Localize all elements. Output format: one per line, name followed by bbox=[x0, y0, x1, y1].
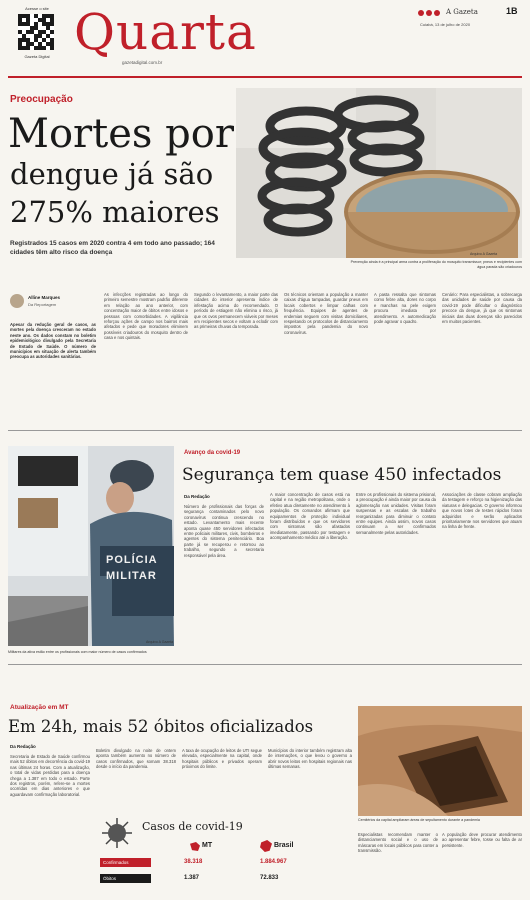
deaths-br-value: 72.833 bbox=[260, 875, 279, 881]
lead-caption: Prevenção ainda é a principal arma contra a proliferação do mosquito transmissor; pneus e recipientes com água parada são criadouros bbox=[350, 260, 522, 269]
tires-illustration bbox=[236, 88, 522, 258]
vest-text-line-2: MILITAR bbox=[106, 570, 157, 582]
virus-icon bbox=[100, 816, 134, 850]
lead-photo bbox=[236, 88, 522, 258]
lead-headline-2: dengue já são bbox=[10, 157, 214, 191]
deaths-label: Óbitos bbox=[100, 874, 151, 883]
confirmed-br-value: 1.884.967 bbox=[260, 859, 287, 865]
deaths-headline: Em 24h, mais 52 óbitos oficializados bbox=[8, 717, 314, 736]
deaths-kicker: Atualização em MT bbox=[10, 704, 69, 711]
deaths-caption: Cemitérios da capital ampliaram áreas de sepultamento durante a pandemia bbox=[358, 818, 480, 822]
police-body-col-3: Entre os profissionais do sistema prisional, a preocupação é ainda maior por causa da aglomeração nas unidades. Visitas foram suspensas e as escalas de trabalho reorganizadas para diminuir o contato entre equipes. Ainda assim, novos casos continuam a ser confirmados semanalmente pelas autoridades. bbox=[356, 492, 436, 535]
masthead-rule bbox=[8, 76, 522, 78]
lead-headline-1: Mortes por bbox=[8, 111, 234, 157]
deaths-body-col-4: Municípios do interior também registram alta de internações, o que levou o governo a abrir novos leitos em hospitais regionais nas últimas semanas. bbox=[268, 748, 352, 770]
qr-module bbox=[50, 46, 54, 50]
police-byline: Da Redação bbox=[184, 494, 210, 499]
cases-infobox bbox=[96, 812, 352, 898]
lead-photo-credit: Arquivo A Gazeta bbox=[470, 252, 498, 256]
cemetery-illustration bbox=[358, 706, 522, 816]
lead-kicker: Preocupação bbox=[10, 94, 73, 105]
brazil-label: Brasil bbox=[274, 842, 294, 849]
brand-dots-icon bbox=[418, 10, 442, 17]
mt-label: MT bbox=[202, 842, 213, 849]
brand-name: A Gazeta bbox=[446, 8, 478, 16]
deaths-body-col-3: A taxa de ocupação de leitos de UTI segue elevada, especialmente na capital, onde hospitais públicos e privados operam próximos do limite. bbox=[182, 748, 262, 770]
qr-bottom-label: Gazeta Digital bbox=[24, 54, 50, 59]
vest-text-line-1: POLÍCIA bbox=[106, 554, 158, 566]
police-caption: Militares da ativa estão entre os profissionais com maior número de casos confirmados bbox=[8, 650, 147, 654]
lead-body-col-5: A pasta ressalta que sintomas como febre alta, dores no corpo e manchas na pele exigem procura imediata por atendimento. A automedicação pode agravar o quadro. bbox=[374, 292, 436, 325]
police-body-col-2: A maior concentração de casos está na capital e na região metropolitana, onde o efetivo atua diretamente no atendimento à população. Os comandos afirmam que equipamentos de proteção individual foram distribuídos e que os servidores com sintomas são afastados imediatamente, passando por testagem e acompanhamento médico até a liberação. bbox=[270, 492, 350, 541]
lead-headline-3: 275% maiores bbox=[10, 195, 220, 229]
masthead-subline[interactable]: gazetadigital.com.br bbox=[122, 60, 163, 65]
qr-top-label: Acesse o site bbox=[25, 6, 49, 11]
deaths-body-col-5: Especialistas recomendam manter o distanciamento social e o uso de máscaras em locais públicos para conter a transmissão. bbox=[358, 832, 438, 854]
deaths-body-col-1: Secretaria de Estado de Saúde confirmou mais 52 óbitos em decorrência da covid-19 nas últimas 24 horas. Com a atualização, o total de vidas perdidas para a doença chega a 1.387 em todo o estado. Parte dos registros, porém, refere-se a mortes ocorridas em dias anteriores e que aguardavam confirmação laboratorial. bbox=[10, 754, 90, 797]
police-body-col-1: Número de profissionais das forças de segurança contaminados pelo novo coronavírus continua crescendo no estado. Levantamento mais recente aponta quase 450 servidores infectados entre policiais militares, civis, bombeiros e agentes do sistema penitenciário. Boa parte já se recuperou e retornou ao trabalho, segundo a secretaria responsável pela área. bbox=[184, 504, 264, 558]
edition-date: Cuiabá, 13 de julho de 2020 bbox=[420, 22, 471, 27]
police-body-col-4: Associações de classe cobram ampliação da testagem e reforço na higienização das viaturas e delegacias. O governo informou que novos lotes de testes rápidos foram adquiridos e serão aplicados prioritariamente nos servidores que atuam na linha de frente. bbox=[442, 492, 522, 530]
police-kicker: Avanço da covid-19 bbox=[184, 450, 241, 456]
deaths-body-col-2: Boletim divulgado na noite de ontem aponta também aumento no número de casos confirmados, que somam 38.318 desde o início da pandemia. bbox=[96, 748, 176, 770]
section-title: Quarta bbox=[74, 3, 257, 61]
lead-deck: Registrados 15 casos em 2020 contra 4 em todo ano passado; 164 cidades têm alto risco da doença bbox=[10, 240, 215, 256]
author-email: Da Reportagem bbox=[28, 302, 57, 307]
police-photo bbox=[8, 446, 174, 646]
police-photo-credit: Arquivo A Gazeta bbox=[146, 640, 174, 644]
police-officer-illustration bbox=[8, 446, 174, 646]
lead-body-col-4: Os técnicos orientam a população a manter caixas d'água tampadas, guardar pneus em locais cobertos e limpar calhas com frequência. Equipes de agentes de endemias seguem com visitas domiciliares, respeitando os protocolos de distanciamento impostos pela pandemia do novo coronavírus. bbox=[284, 292, 368, 335]
section-divider-2 bbox=[8, 664, 522, 665]
deaths-body-col-6: A população deve procurar atendimento ao apresentar febre, tosse ou falta de ar persistente. bbox=[442, 832, 522, 848]
brazil-map-icon bbox=[260, 840, 272, 852]
confirmed-label: Confirmados bbox=[100, 858, 151, 867]
masthead bbox=[0, 0, 530, 80]
cemetery-photo bbox=[358, 706, 522, 816]
qr-code[interactable] bbox=[18, 14, 54, 50]
confirmed-mt-value: 38.318 bbox=[184, 859, 203, 865]
section-divider-1 bbox=[8, 430, 522, 431]
deaths-byline: Da Redação bbox=[10, 744, 36, 749]
lead-body-col-6: Cenário: Para especialistas, a sobrecarga das unidades de saúde por causa da covid-19 pode dificultar o diagnóstico precoce da dengue, já que os sintomas iniciais das duas doenças são parecidos em muitos pacientes. bbox=[442, 292, 522, 325]
author-avatar bbox=[10, 294, 24, 308]
page-number: 1B bbox=[506, 6, 518, 16]
police-headline: Segurança tem quase 450 infectados bbox=[182, 465, 502, 485]
cases-title: Casos de covid-19 bbox=[142, 820, 243, 833]
lead-body-col-3: Segundo o levantamento, a maior parte das cidades do interior apresenta índice de infestação acima do recomendado. O período de estiagem não elimina o risco, já que os ovos permanecem viáveis por meses em recipientes secos e voltam a eclodir com as primeiras chuvas da temporada. bbox=[194, 292, 278, 330]
lead-body-col-2: As infecções registradas ao longo do primeiro semestre mostram padrão diferente em relação ao ano anterior, com concentração maior de óbitos entre idosos e pessoas com comorbidades. A vigilância reforçou ações de campo nos bairros mais afetados e pede que moradores eliminem possíveis criadouros do mosquito dentro de casa e nos quintais. bbox=[104, 292, 188, 341]
mt-map-icon bbox=[190, 842, 200, 851]
lead-body-col-1: Apesar da redução geral de casos, as mortes pela doença cresceram no estado neste ano. Os dados constam no boletim epidemiológico divulgado pela Secretaria de Estado de Saúde. O número de municípios em situação de alerta também preocupa as autoridades sanitárias. bbox=[10, 322, 96, 360]
author-name: Alline Marques bbox=[28, 295, 61, 300]
deaths-mt-value: 1.387 bbox=[184, 875, 200, 881]
